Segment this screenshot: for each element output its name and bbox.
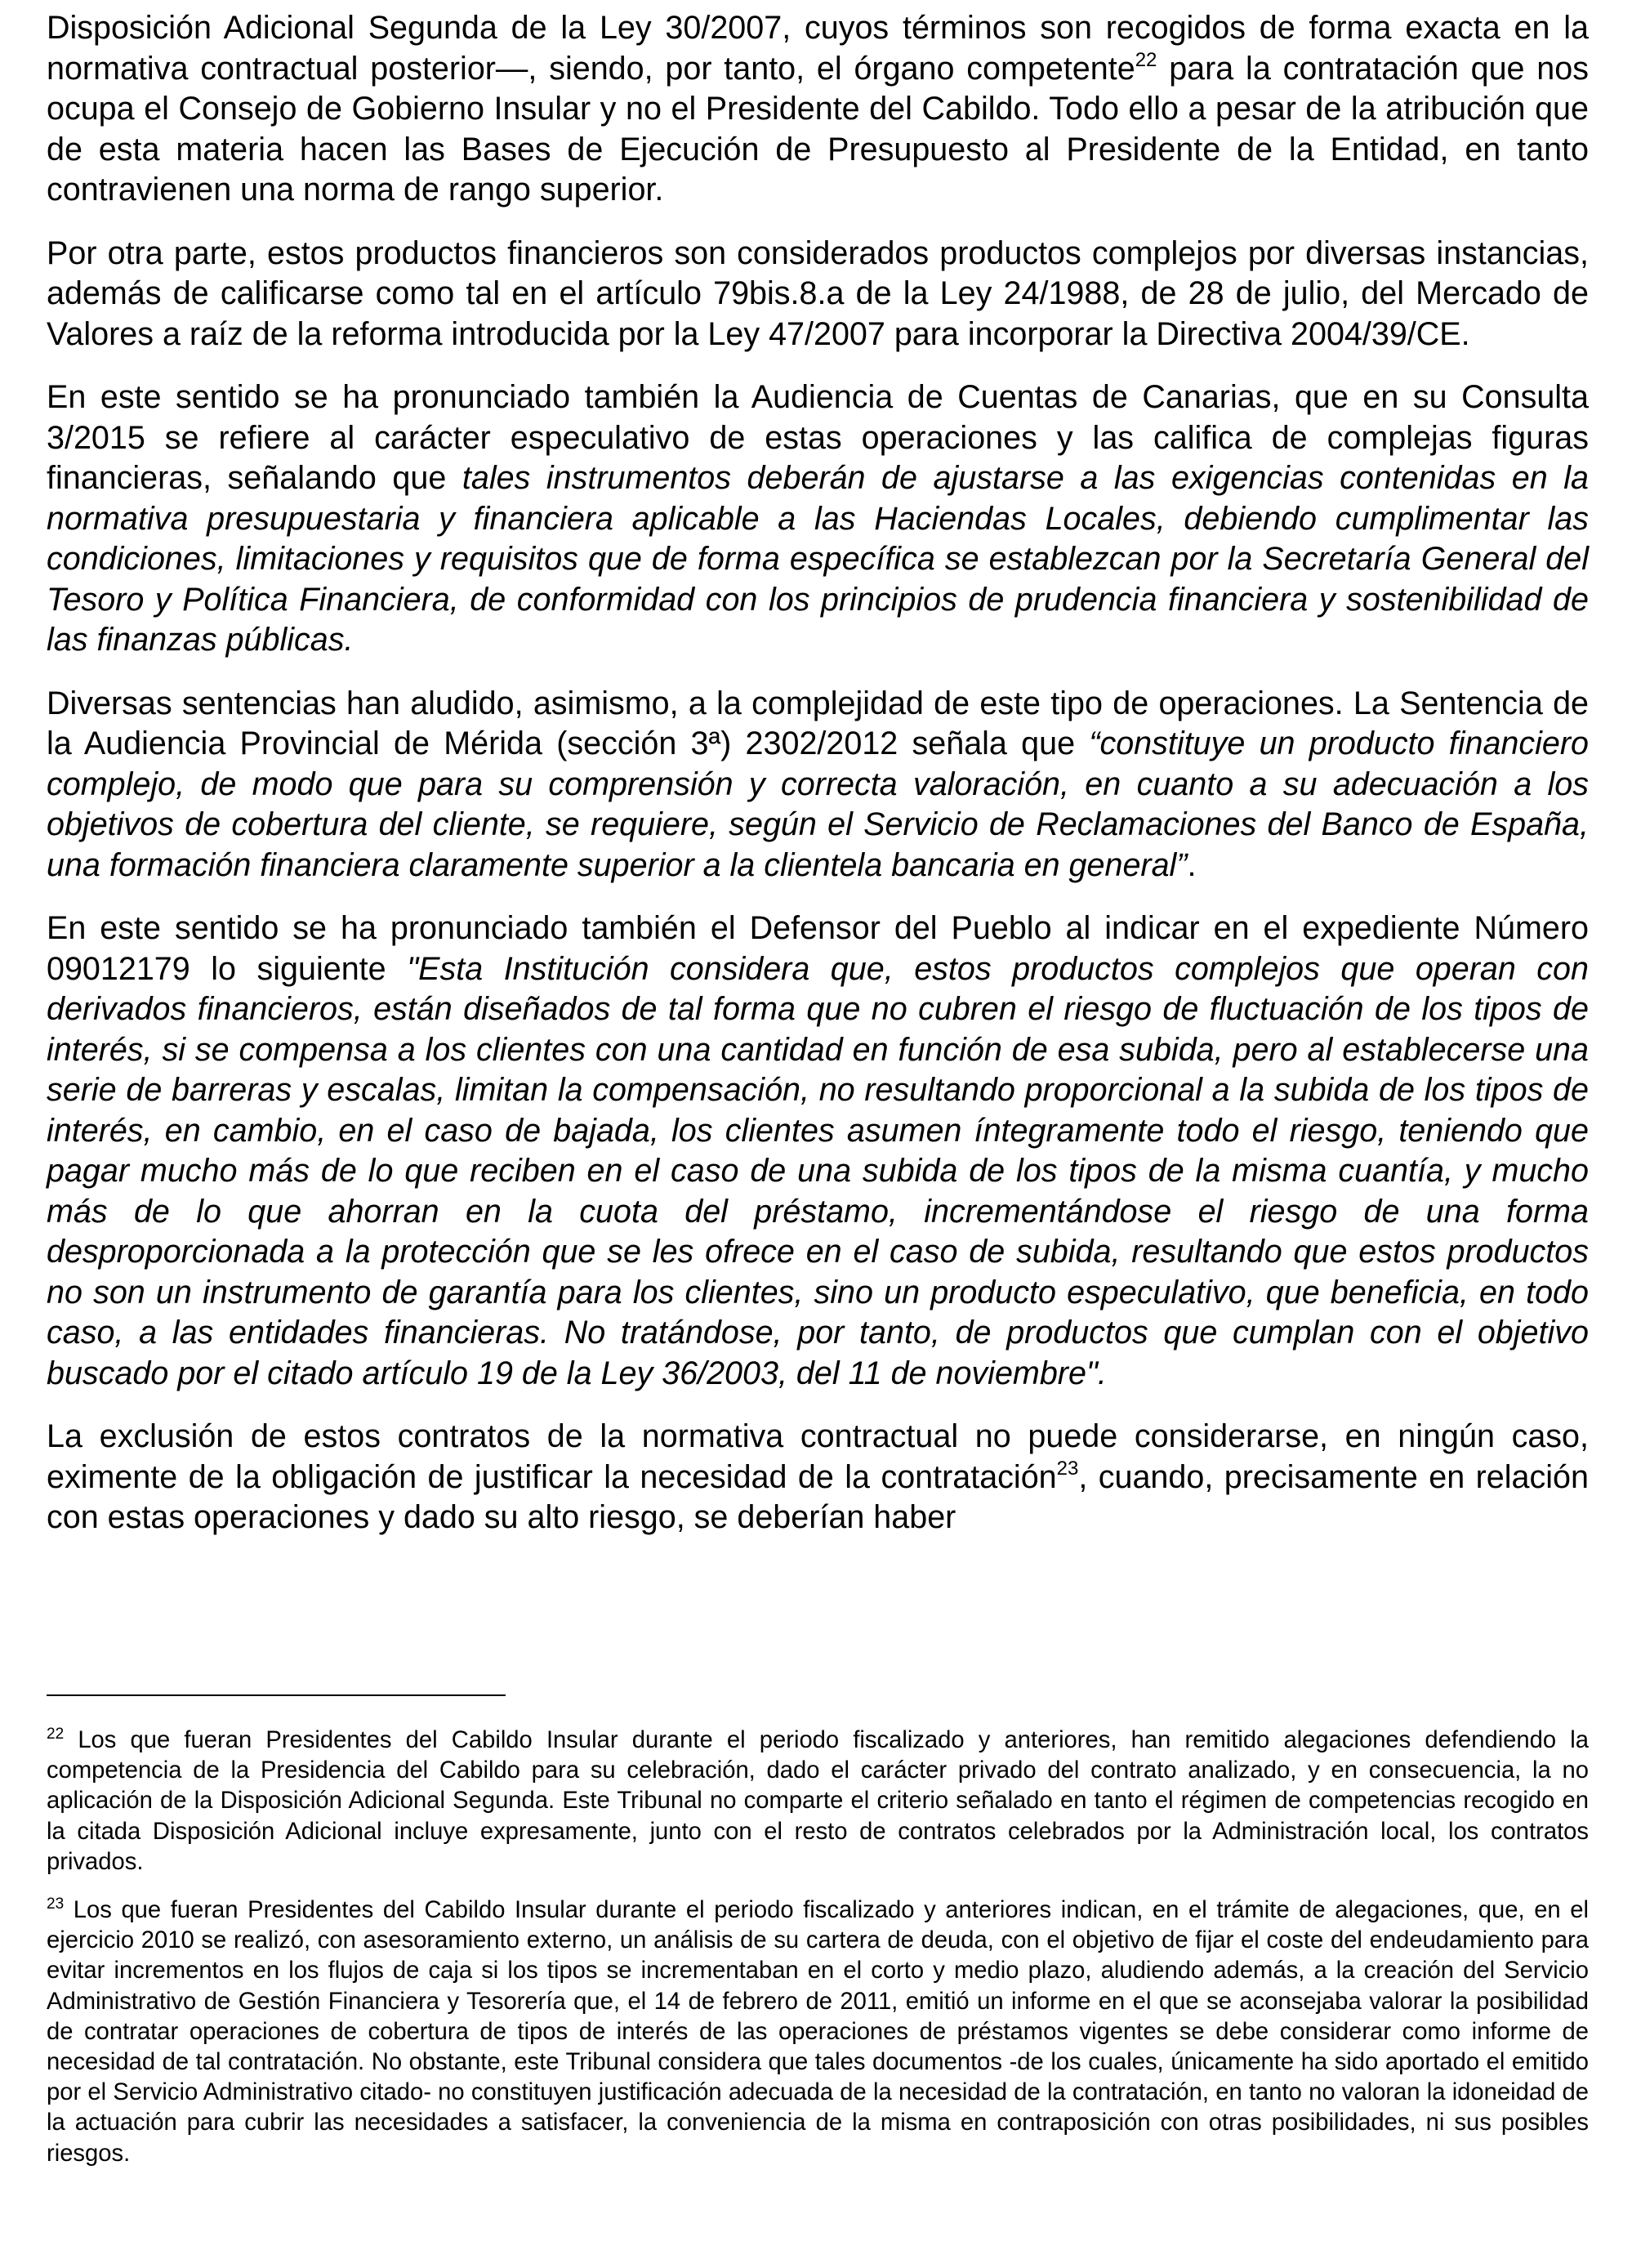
paragraph-5-text: En este sentido se ha pronunciado también el Defensor del Pueblo al indicar en el expediente Número 09012179 lo siguiente — [47, 910, 1589, 987]
paragraph-4-period: . — [1187, 846, 1197, 883]
document-body — [47, 8, 1589, 1561]
paragraph-2 — [47, 234, 1589, 355]
paragraph-2-text: Por otra parte, estos productos financieros son considerados productos complejos por diversas instancias, además de calificarse como tal en el artículo 79bis.8.a de la Ley 24/1988, de 28 de julio, del Mercado de Valores a raíz de la reforma introducida por la Ley 47/2007 para incorporar la Directiva 2004/39/CE. — [47, 234, 1589, 352]
footnote-separator — [47, 1694, 506, 1696]
footnote-ref-22[interactable]: 22 — [1135, 48, 1157, 71]
footnote-22 — [47, 1726, 1589, 1877]
paragraph-6-text-b: , cuando, precisamente en relación con estas operaciones y dado su alto riesgo, se deberían haber — [47, 1458, 1589, 1535]
paragraph-4-quote: “constituye un producto financiero complejo, de modo que para su comprensión y correcta valoración, en cuanto a su adecuación a los objetivos de cobertura del cliente, se requiere, según el Servicio de Reclamaciones del Banco de España, una formación financiera claramente superior a la clientela bancaria en general” — [47, 725, 1589, 883]
paragraph-3-text: En este sentido se ha pronunciado también la Audiencia de Cuentas de Canarias, que en su Consulta 3/2015 se refiere al carácter especulativo de estas operaciones y las califica de complejas figuras financieras, señalando que — [47, 379, 1589, 496]
paragraph-1-text-a: Disposición Adicional Segunda de la Ley 30/2007, cuyos términos son recogidos de forma exacta en la normativa contractual posterior—, siendo, por tanto, el órgano competente — [47, 10, 1589, 87]
paragraph-5-quote: "Esta Institución considera que, estos productos complejos que operan con derivados financieros, están diseñados de tal forma que no cubren el riesgo de fluctuación de los tipos de interés, si se compensa a los clientes con una cantidad en función de esa subida, pero al establecerse una serie de barreras y escalas, limitan la compensación, no resultando proporcional a la subida de los tipos de interés, en cambio, en el caso de bajada, los clientes asumen íntegramente todo el riesgo, teniendo que pagar mucho más de lo que reciben en el caso de una subida de los tipos de la misma cuantía, y mucho más de lo que ahorran en la cuota del préstamo, incrementándose el riesgo de una forma desproporcionada a la protección que se les ofrece en el caso de subida, resultando que estos productos no son un instrumento de garantía para los clientes, sino un producto especulativo, que beneficia, en todo caso, a las entidades financieras. No tratándose, por tanto, de productos que cumplan con el objetivo buscado por el citado artículo 19 de la Ley 36/2003, del 11 de noviembre". — [47, 950, 1589, 1391]
footnotes-section — [47, 1694, 1589, 2187]
paragraph-6-text-a: La exclusión de estos contratos de la normativa contractual no puede considerarse, en ningún caso, eximente de la obligación de justificar la necesidad de la contratación — [47, 1418, 1589, 1495]
footnote-number-22: 22 — [47, 1726, 65, 1743]
paragraph-3 — [47, 377, 1589, 661]
footnote-23 — [47, 1895, 1589, 2169]
paragraph-3-quote: tales instrumentos deberán de ajustarse a las exigencias contenidas en la normativa presupuestaria y financiera aplicable a las Haciendas Locales, debiendo cumplimentar las condiciones, limitaciones y requisitos que de forma específica se establezcan por la Secretaría General del Tesoro y Política Financiera, de conformidad con los principios de prudencia financiera y sostenibilidad de las finanzas públicas. — [47, 460, 1589, 658]
footnote-text-22: Los que fueran Presidentes del Cabildo Insular durante el periodo fiscalizado y anteriores, han remitido alegaciones defendiendo la competencia de la Presidencia del Cabildo para su celebración, dado el carácter privado del contrato analizado, y en consecuencia, la no aplicación de la Disposición Adicional Segunda. Este Tribunal no comparte el criterio señalado en tanto el régimen de competencias recogido en la citada Disposición Adicional incluye expresamente, junto con el resto de contratos celebrados por la Administración local, los contratos privados. — [47, 1727, 1590, 1875]
paragraph-6 — [47, 1417, 1589, 1538]
paragraph-1-text-b: para la contratación que nos ocupa el Consejo de Gobierno Insular y no el Presidente del Cabildo. Todo ello a pesar de la atribución que de esta materia hacen las Bases de Ejecución de Presupuesto al Presidente de la Entidad, en tanto contravienen una norma de rango superior. — [47, 50, 1589, 208]
paragraph-5 — [47, 909, 1589, 1394]
footnote-text-23: Los que fueran Presidentes del Cabildo Insular durante el periodo fiscalizado y anteriores indican, en el trámite de alegaciones, que, en el ejercicio 2010 se realizó, con asesoramiento externo, un análisis de su cartera de deuda, con el objetivo de fijar el coste del endeudamiento para evitar incrementos en los flujos de caja si los tipos se incrementaban en el corto y medio plazo, aludiendo además, a la creación del Servicio Administrativo de Gestión Financiera y Tesorería que, el 14 de febrero de 2011, emitió un informe en el que se aconsejaba valorar la posibilidad de contratar operaciones de cobertura de tipos de interés de las operaciones de préstamos vigentes se debe considerar como informe de necesidad de tal contratación. No obstante, este Tribunal considera que tales documentos -de los cuales, únicamente ha sido aportado el emitido por el Servicio Administrativo citado- no constituyen justificación adecuada de la necesidad de la contratación, en tanto no valoran la idoneidad de la actuación para cubrir las necesidades a satisfacer, la conveniencia de la misma en contraposición con otras posibilidades, ni sus posibles riesgos. — [47, 1897, 1589, 2167]
paragraph-4-text: Diversas sentencias han aludido, asimismo, a la complejidad de este tipo de operaciones. La Sentencia de la Audiencia Provincial de Mérida (sección 3ª) 2302/2012 señala que — [47, 685, 1589, 761]
paragraph-1 — [47, 8, 1589, 211]
footnote-ref-23[interactable]: 23 — [1056, 1457, 1079, 1480]
paragraph-4 — [47, 684, 1589, 886]
footnote-number-23: 23 — [47, 1895, 65, 1913]
